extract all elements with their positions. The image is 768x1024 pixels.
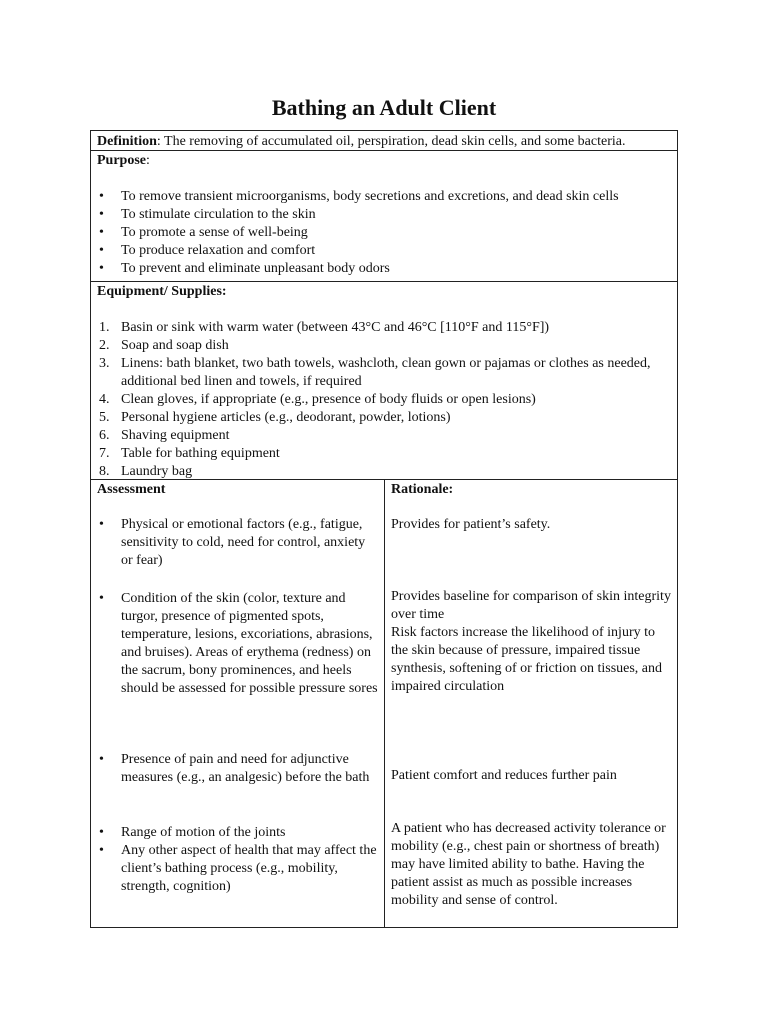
list-item: • To prevent and eliminate unpleasant body odors	[99, 261, 390, 276]
equipment-list	[97, 319, 671, 481]
list-item: • To produce relaxation and comfort	[99, 243, 316, 258]
definition-row	[91, 131, 677, 151]
list-item: • To stimulate circulation to the skin	[99, 207, 316, 222]
bullet-icon: •	[99, 189, 104, 204]
assessment-list-1	[97, 516, 379, 570]
list-item: • Condition of the skin (color, texture and turgor, presence of pigmented spots, temperature, lesions, excoriations, abrasions, and bruises). Areas of erythema (redness) on the sacrum, bony prominences, and heels should be assessed for possible pressure sores	[99, 591, 378, 696]
bullet-icon: •	[99, 225, 104, 240]
purpose-list	[97, 188, 671, 278]
list-item: 2. Soap and soap dish	[99, 338, 229, 353]
list-item: 1. Basin or sink with warm water (between 43°C and 46°C [110°F and 115°F])	[99, 320, 550, 335]
bullet-icon: •	[99, 207, 104, 222]
page-title: Bathing an Adult Client	[271, 95, 497, 120]
purpose-colon: :	[146, 153, 150, 168]
list-item: • Any other aspect of health that may affect the client’s bathing process (e.g., mobility, strength, cognition)	[99, 843, 377, 894]
equipment-row	[91, 282, 677, 480]
rationale-item: Provides for patient’s safety.	[391, 517, 551, 532]
assessment-list-4	[97, 824, 379, 896]
list-item: 6. Shaving equipment	[99, 428, 230, 443]
rationale-item: A patient who has decreased activity tolerance or mobility (e.g., chest pain or shortness of breath) may have limited ability to bathe. Having the patient assist as much as possible increases mobility and sense of control.	[391, 821, 666, 908]
assessment-rationale-row	[91, 480, 677, 927]
procedure-table	[90, 130, 678, 928]
assessment-list-2	[97, 590, 379, 698]
rationale-item: Risk factors increase the likelihood of injury to the skin because of pressure, impaired tissue synthesis, softening of or friction on tissues, and impaired circulation	[391, 625, 663, 694]
bullet-icon: •	[99, 243, 104, 258]
bullet-icon: •	[99, 261, 104, 276]
purpose-label: Purpose	[97, 153, 146, 168]
list-item: • Range of motion of the joints	[99, 825, 286, 840]
definition-label: Definition	[97, 134, 157, 149]
bullet-icon: •	[99, 843, 104, 858]
list-item: 5. Personal hygiene articles (e.g., deodorant, powder, lotions)	[99, 410, 451, 425]
rationale-item: Provides baseline for comparison of skin integrity over time	[391, 589, 671, 622]
assessment-column	[91, 480, 385, 927]
list-item: 8. Laundry bag	[99, 464, 193, 479]
definition-text: : The removing of accumulated oil, perspiration, dead skin cells, and some bacteria.	[156, 134, 626, 149]
bullet-icon: •	[99, 591, 104, 606]
list-item: 4. Clean gloves, if appropriate (e.g., presence of body fluids or open lesions)	[99, 392, 536, 407]
rationale-column	[385, 480, 677, 927]
rationale-item: Patient comfort and reduces further pain	[391, 768, 617, 783]
list-item: • To promote a sense of well-being	[99, 225, 308, 240]
list-item: • Presence of pain and need for adjunctive measures (e.g., an analgesic) before the bath	[99, 752, 370, 785]
list-item: • To remove transient microorganisms, body secretions and excretions, and dead skin cells	[99, 189, 619, 204]
assessment-header: Assessment	[97, 482, 166, 497]
list-item: 3. Linens: bath blanket, two bath towels, washcloth, clean gown or pajamas or clothes as needed, additional bed linen and towels, if required	[99, 356, 651, 389]
rationale-header: Rationale:	[391, 482, 454, 497]
bullet-icon: •	[99, 517, 104, 532]
list-item: • Physical or emotional factors (e.g., fatigue, sensitivity to cold, need for control, anxiety or fear)	[99, 517, 366, 568]
bullet-icon: •	[99, 752, 104, 767]
equipment-label: Equipment/ Supplies:	[97, 284, 227, 299]
list-item: 7. Table for bathing equipment	[99, 446, 280, 461]
purpose-row	[91, 151, 677, 282]
bullet-icon: •	[99, 825, 104, 840]
assessment-list-3	[97, 751, 379, 787]
